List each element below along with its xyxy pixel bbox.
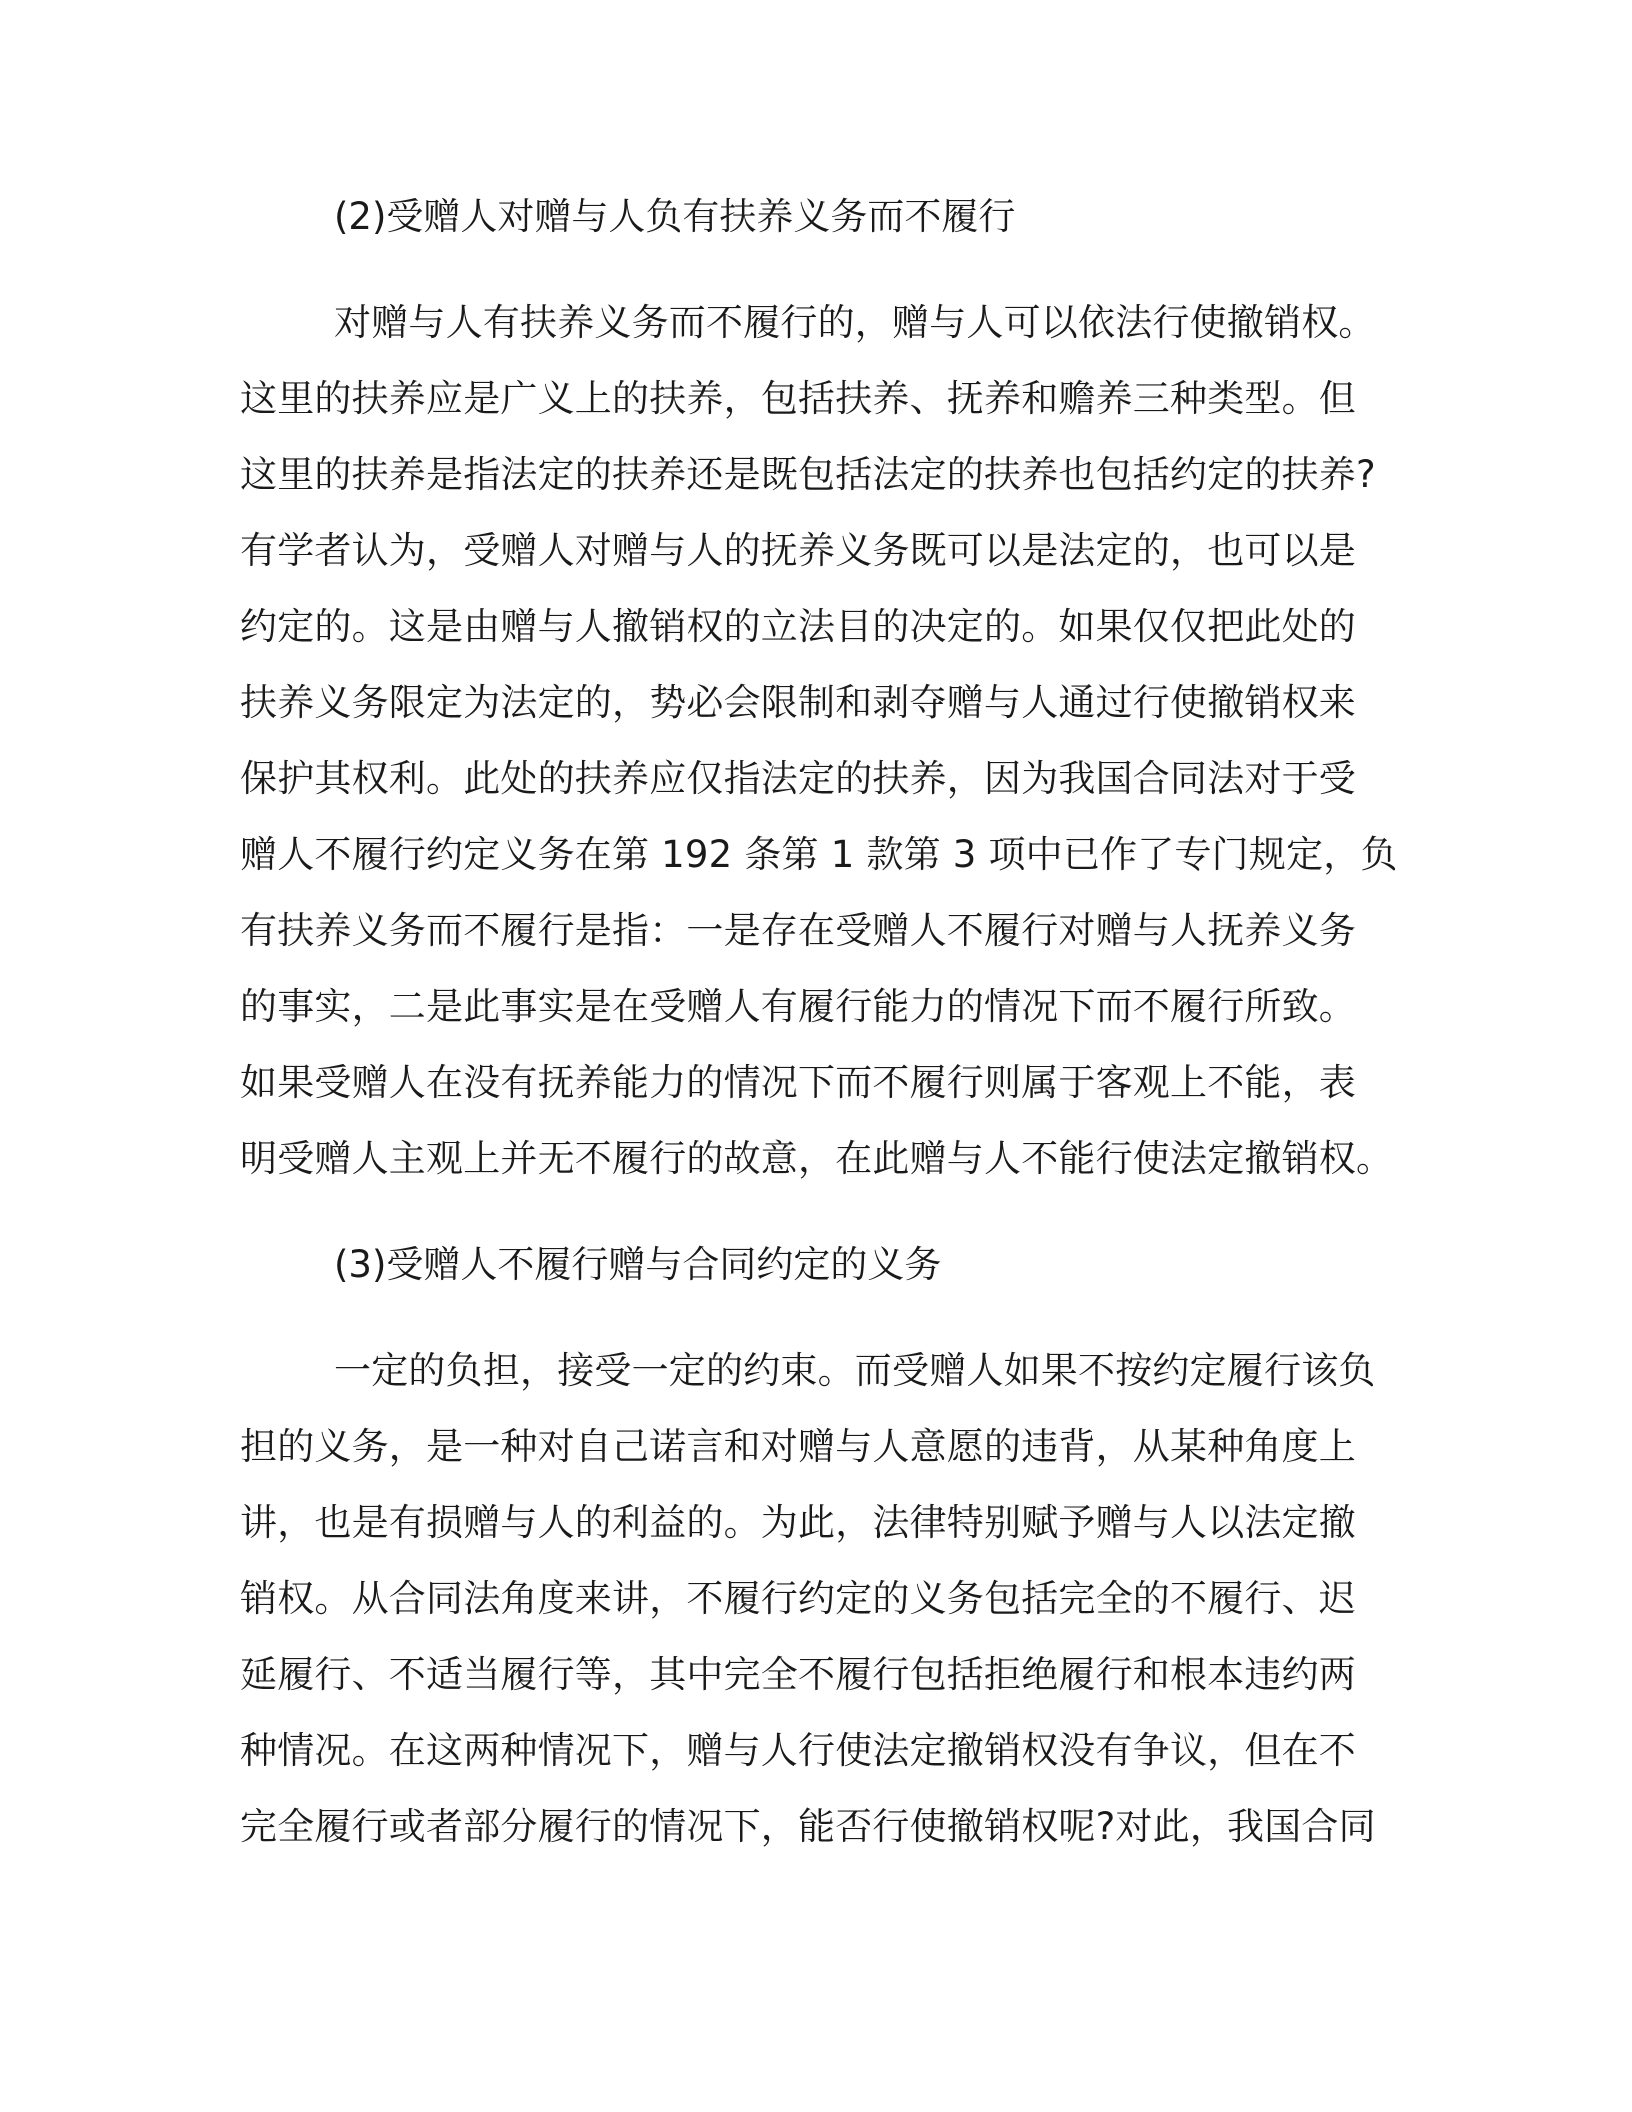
paragraph-line: 如果受赠人在没有抚养能力的情况下而不履行则属于客观上不能，表 bbox=[240, 1061, 1356, 1104]
paragraph-line: 担的义务，是一种对自己诺言和对赠与人意愿的违背，从某种角度上 bbox=[240, 1425, 1356, 1468]
paragraph-line: 赠人不履行约定义务在第 192 条第 1 款第 3 项中已作了专门规定，负 bbox=[240, 833, 1398, 876]
paragraph-line: 的事实，二是此事实是在受赠人有履行能力的情况下而不履行所致。 bbox=[240, 985, 1356, 1028]
paragraph-line: 这里的扶养应是广义上的扶养，包括扶养、抚养和赡养三种类型。但 bbox=[240, 377, 1356, 420]
paragraph-line: 保护其权利。此处的扶养应仅指法定的扶养，因为我国合同法对于受 bbox=[240, 757, 1356, 800]
section-heading: (3)受赠人不履行赠与合同约定的义务 bbox=[334, 1243, 942, 1286]
section-heading: (2)受赠人对赠与人负有扶养义务而不履行 bbox=[334, 195, 1016, 238]
paragraph-line: 有扶养义务而不履行是指：一是存在受赠人不履行对赠与人抚养义务 bbox=[240, 909, 1356, 952]
paragraph-line: 销权。从合同法角度来讲，不履行约定的义务包括完全的不履行、迟 bbox=[240, 1577, 1356, 1620]
paragraph-line: 扶养义务限定为法定的，势必会限制和剥夺赠与人通过行使撤销权来 bbox=[240, 681, 1356, 724]
paragraph-line: 对赠与人有扶养义务而不履行的，赠与人可以依法行使撤销权。 bbox=[334, 301, 1376, 344]
paragraph-line: 一定的负担，接受一定的约束。而受赠人如果不按约定履行该负 bbox=[334, 1349, 1376, 1392]
paragraph-line: 讲，也是有损赠与人的利益的。为此，法律特别赋予赠与人以法定撤 bbox=[240, 1501, 1356, 1544]
paragraph-line: 延履行、不适当履行等，其中完全不履行包括拒绝履行和根本违约两 bbox=[240, 1653, 1356, 1696]
paragraph-line: 这里的扶养是指法定的扶养还是既包括法定的扶养也包括约定的扶养? bbox=[240, 453, 1376, 496]
paragraph-line: 明受赠人主观上并无不履行的故意，在此赠与人不能行使法定撤销权。 bbox=[240, 1137, 1394, 1180]
paragraph-line: 种情况。在这两种情况下，赠与人行使法定撤销权没有争议，但在不 bbox=[240, 1729, 1356, 1772]
paragraph-line: 约定的。这是由赠与人撤销权的立法目的决定的。如果仅仅把此处的 bbox=[240, 605, 1356, 648]
paragraph-line: 完全履行或者部分履行的情况下，能否行使撤销权呢?对此，我国合同 bbox=[240, 1805, 1376, 1848]
paragraph-line: 有学者认为，受赠人对赠与人的抚养义务既可以是法定的，也可以是 bbox=[240, 529, 1356, 572]
